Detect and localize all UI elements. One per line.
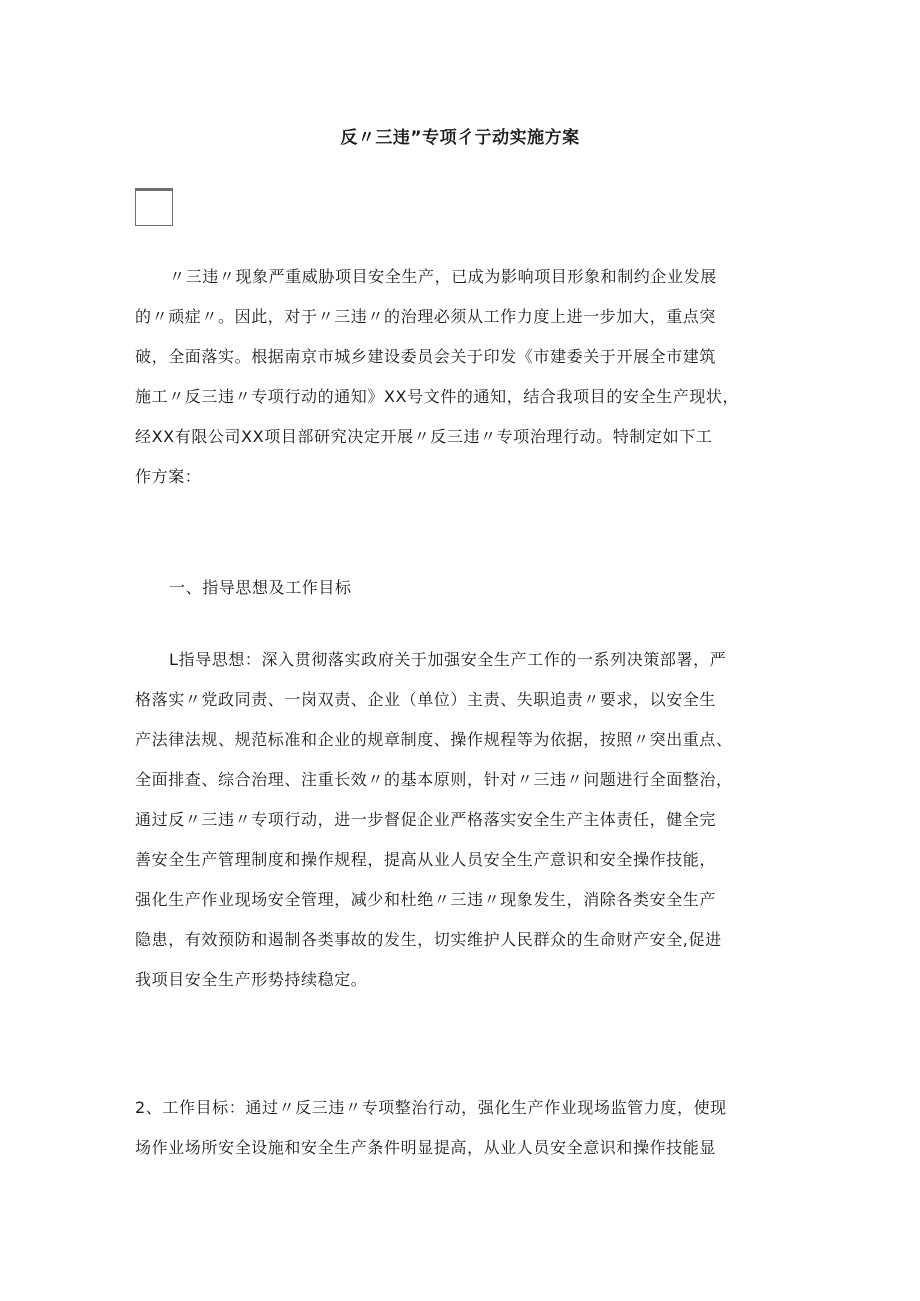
embedded-image-placeholder bbox=[135, 188, 173, 226]
guiding-ideology-paragraph bbox=[135, 640, 795, 1000]
text-line: 通过反〃三违〃专项行动，进一步督促企业严格落实安全生产主体责任，健全完 bbox=[135, 810, 717, 829]
text-line: 隐患，有效预防和遏制各类事故的发生，切实维护人民群众的生命财产安全,促进 bbox=[135, 930, 722, 949]
text-line: L指导思想：深入贯彻落实政府关于加强安全生产工作的一系列决策部署，严 bbox=[169, 650, 727, 669]
text-line: 产法律法规、规范标准和企业的规章制度、操作规程等为依据，按照〃突出重点、 bbox=[135, 730, 733, 749]
text-line: 强化生产作业现场安全管理，减少和杜绝〃三违〃现象发生，消除各类安全生产 bbox=[135, 890, 717, 909]
text-line: 作方案： bbox=[135, 467, 202, 486]
section-heading-text: 一、指导思想及工作目标 bbox=[169, 578, 352, 597]
section-heading bbox=[135, 568, 795, 608]
text-line: 破，全面落实。根据南京市城乡建设委员会关于印发《市建委关于开展全市建筑 bbox=[135, 347, 717, 366]
text-line: 格落实〃党政同责、一岗双责、企业（单位）主责、失职追责〃要求，以安全生 bbox=[135, 690, 717, 709]
text-line: 的〃顽症〃。因此，对于〃三违〃的治理必须从工作力度上进一步加大，重点突 bbox=[135, 307, 717, 326]
text-line: 2、工作目标：通过〃反三违〃专项整治行动，强化生产作业现场监管力度，使现 bbox=[135, 1098, 727, 1117]
text-line: 我项目安全生产形势持续稳定。 bbox=[135, 970, 368, 989]
text-line: 全面排查、综合治理、注重长效〃的基本原则，针对〃三违〃问题进行全面整治， bbox=[135, 770, 733, 789]
text-line: 〃三违〃现象严重威胁项目安全生产，已成为影响项目形象和制约企业发展 bbox=[169, 267, 717, 286]
intro-paragraph bbox=[135, 257, 795, 497]
text-line: 施工〃反三违〃专项行动的通知》XX号文件的通知，结合我项目的安全生产现状， bbox=[135, 387, 740, 406]
text-line: 经XX有限公司XX项目部研究决定开展〃反三违〃专项治理行动。特制定如下工 bbox=[135, 427, 713, 446]
text-line: 善安全生产管理制度和操作规程，提高从业人员安全生产意识和安全操作技能， bbox=[135, 850, 717, 869]
work-goals-paragraph bbox=[135, 1088, 795, 1168]
text-line: 场作业场所安全设施和安全生产条件明显提高，从业人员安全意识和操作技能显 bbox=[135, 1138, 717, 1157]
document-title: 反〃三违”专项彳亍动实施方案 bbox=[340, 128, 580, 148]
